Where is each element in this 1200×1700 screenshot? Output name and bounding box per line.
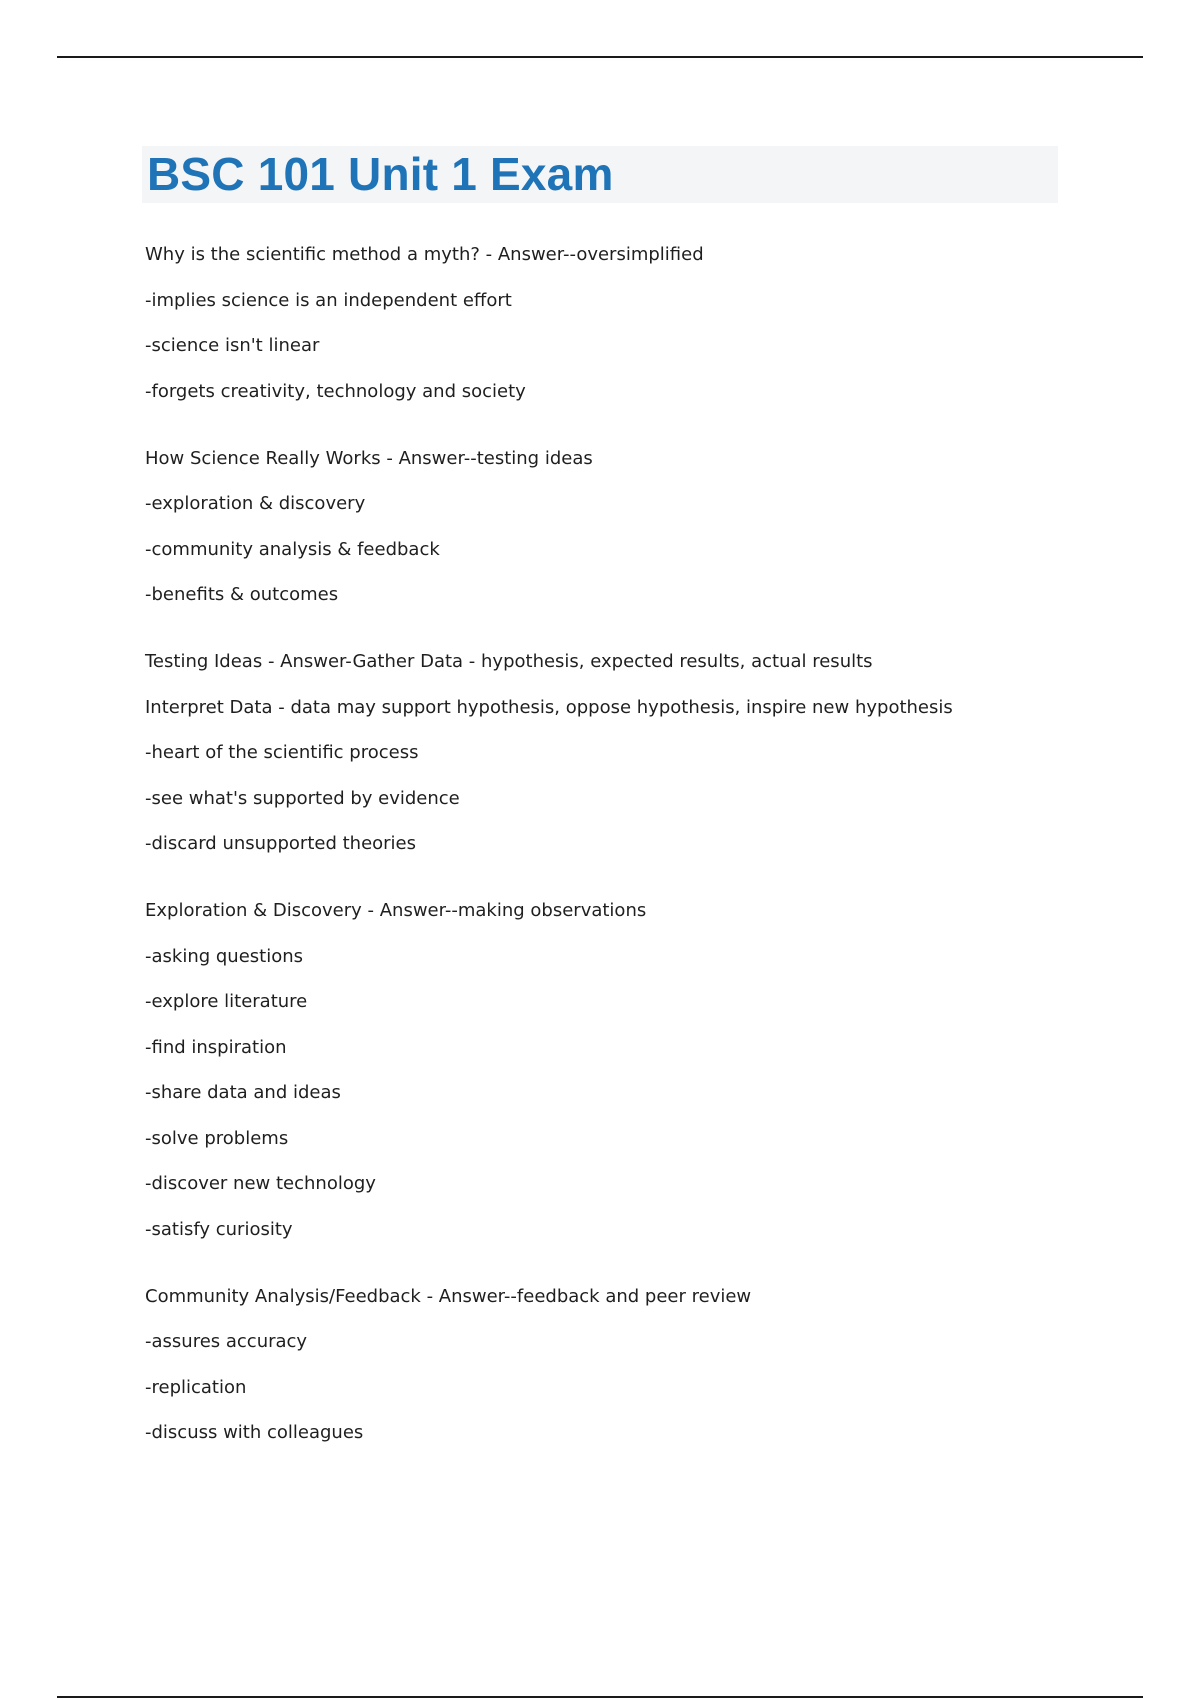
footer-rule bbox=[57, 1696, 1143, 1698]
answer-line: -see what's supported by evidence bbox=[145, 787, 460, 809]
qa-block-method-myth bbox=[145, 244, 1105, 403]
answer-line: -forgets creativity, technology and society bbox=[145, 380, 526, 402]
qa-block-community-analysis bbox=[145, 1286, 1105, 1445]
answer-line: -assures accuracy bbox=[145, 1331, 308, 1352]
answer-line: Interpret Data - data may support hypothesis, oppose hypothesis, inspire new hypothesis bbox=[145, 696, 953, 718]
answer-line: -solve problems bbox=[145, 1127, 289, 1149]
question-line: Why is the scientific method a myth? - Answer--oversimplified bbox=[145, 244, 704, 265]
answer-line: -exploration & discovery bbox=[145, 493, 366, 514]
answer-line: -explore literature bbox=[145, 991, 308, 1012]
answer-line: -discard unsupported theories bbox=[145, 833, 417, 854]
answer-line: -community analysis & feedback bbox=[145, 538, 440, 560]
qa-block-how-science-works bbox=[145, 448, 1105, 607]
header-rule bbox=[57, 56, 1143, 58]
title-band bbox=[142, 146, 1058, 203]
question-line: Community Analysis/Feedback - Answer--feedback and peer review bbox=[145, 1285, 752, 1307]
answer-line: -share data and ideas bbox=[145, 1082, 341, 1103]
question-line: Exploration & Discovery - Answer--making observations bbox=[145, 900, 647, 921]
answer-line: -science isn't linear bbox=[145, 335, 320, 356]
qa-block-exploration-discovery bbox=[145, 900, 1105, 1241]
answer-line: -replication bbox=[145, 1376, 247, 1398]
document-body bbox=[145, 244, 1105, 1489]
answer-line: -asking questions bbox=[145, 945, 304, 967]
question-line: Testing Ideas - Answer-Gather Data - hypothesis, expected results, actual results bbox=[145, 651, 873, 672]
answer-line: -benefits & outcomes bbox=[145, 584, 339, 605]
answer-line: -discuss with colleagues bbox=[145, 1422, 364, 1443]
qa-block-testing-ideas bbox=[145, 651, 1105, 855]
answer-line: -discover new technology bbox=[145, 1173, 376, 1194]
answer-line: -satisfy curiosity bbox=[145, 1218, 293, 1240]
answer-line: -heart of the scientific process bbox=[145, 742, 419, 763]
answer-line: -implies science is an independent effort bbox=[145, 289, 512, 311]
question-line: How Science Really Works - Answer--testing ideas bbox=[145, 447, 593, 469]
page-title: BSC 101 Unit 1 Exam bbox=[147, 148, 614, 200]
answer-line: -find inspiration bbox=[145, 1036, 287, 1058]
